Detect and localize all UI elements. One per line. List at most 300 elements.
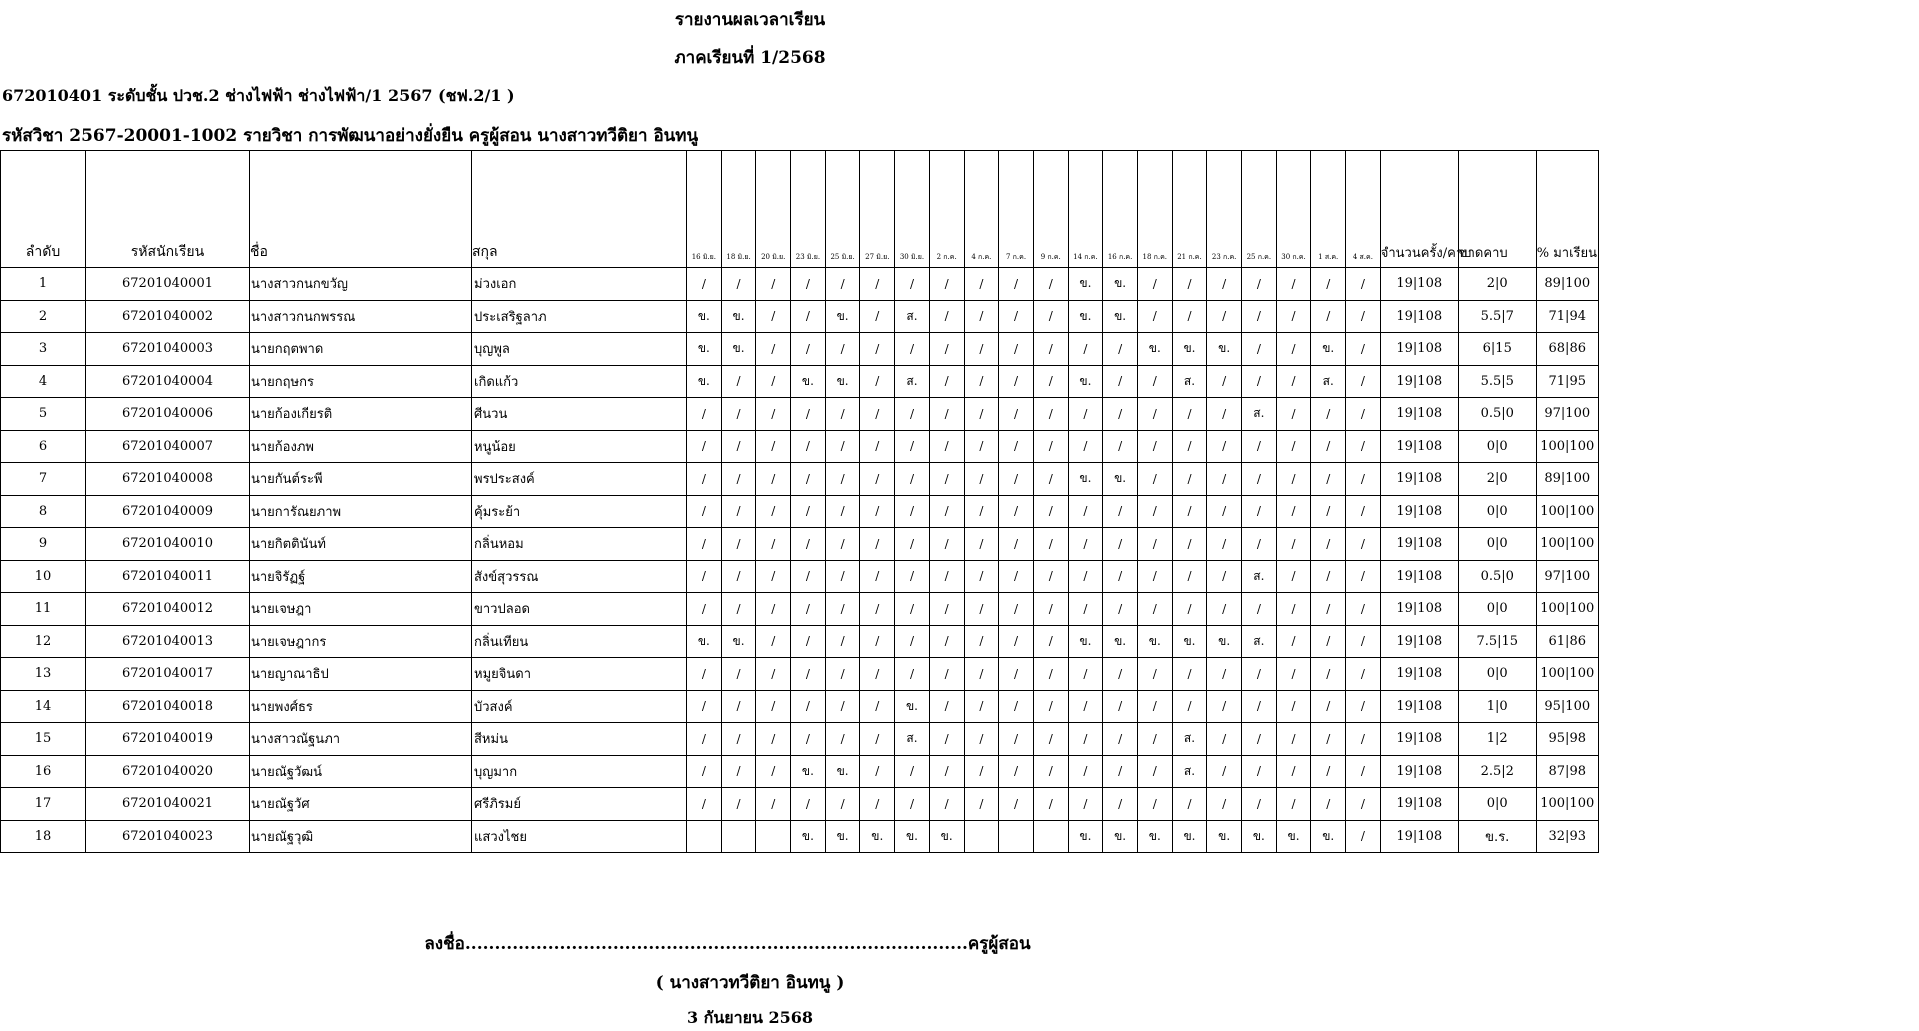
first-name: นางสาวกนกขวัญ (250, 268, 472, 301)
attendance-mark: / (1172, 560, 1207, 593)
attendance-mark: ข. (1137, 625, 1172, 658)
attendance-mark: / (1207, 755, 1242, 788)
attendance-mark: ส. (1172, 755, 1207, 788)
attendance-mark: / (1207, 690, 1242, 723)
row-number: 10 (1, 560, 86, 593)
attendance-mark: / (1346, 820, 1381, 853)
attendance-mark: / (895, 430, 930, 463)
attendance-mark: / (999, 625, 1034, 658)
attendance-mark: / (1311, 268, 1346, 301)
attendance-mark: / (1033, 463, 1068, 496)
attendance-mark: / (687, 658, 722, 691)
attendance-mark: / (1172, 463, 1207, 496)
table-row (1, 268, 1599, 301)
attendance-mark: / (1033, 723, 1068, 756)
attendance-mark: / (999, 528, 1034, 561)
attendance-mark: ข. (721, 333, 756, 366)
attendance-mark: / (1207, 300, 1242, 333)
attendance-mark: ข. (1103, 268, 1138, 301)
attendance-mark: / (860, 593, 895, 626)
attendance-mark: / (756, 495, 791, 528)
attendance-mark: ข. (1068, 625, 1103, 658)
attendance-mark: ส. (895, 723, 930, 756)
last-name: ประเสริฐลาภ (472, 300, 687, 333)
attendance-mark: / (964, 300, 999, 333)
course-info: รหัสวิชา 2567-20001-1002 รายวิชา การพัฒนาอย่างยั่งยืน ครูผู้สอน นางสาวทวีติยา อินทนู (2, 126, 699, 146)
student-id: 67201040018 (86, 690, 250, 723)
attendance-mark: / (756, 463, 791, 496)
first-name: นายพงศ์ธร (250, 690, 472, 723)
attendance-mark: ข. (1172, 333, 1207, 366)
attendance-mark: / (1068, 430, 1103, 463)
table-body (1, 268, 1599, 853)
attendance-mark: ข. (825, 755, 860, 788)
attendance-mark: ข. (1103, 625, 1138, 658)
attendance-mark: / (1276, 365, 1311, 398)
attendance-mark: / (1346, 788, 1381, 821)
attendance-mark: / (721, 755, 756, 788)
attendance-mark: / (791, 593, 826, 626)
attendance-mark: / (1103, 593, 1138, 626)
header-date: 27 มิ.ย. (860, 151, 895, 268)
last-name: กลิ่นเทียน (472, 625, 687, 658)
attendance-mark: / (860, 723, 895, 756)
attendance-mark: / (895, 593, 930, 626)
attendance-mark: / (1311, 398, 1346, 431)
attendance-percent: 89|100 (1536, 268, 1598, 301)
attendance-mark: ข. (1172, 625, 1207, 658)
attendance-mark: / (1242, 300, 1277, 333)
attendance-mark: / (964, 560, 999, 593)
attendance-mark: / (825, 625, 860, 658)
attendance-mark: / (999, 300, 1034, 333)
row-number: 14 (1, 690, 86, 723)
row-number: 9 (1, 528, 86, 561)
attendance-mark: / (1242, 755, 1277, 788)
attendance-mark: / (756, 625, 791, 658)
attendance-mark: / (1137, 560, 1172, 593)
attendance-mark: / (1137, 300, 1172, 333)
attendance-mark: / (721, 463, 756, 496)
total-sessions: 19|108 (1380, 820, 1458, 853)
attendance-mark: / (1103, 723, 1138, 756)
last-name: บุญพูล (472, 333, 687, 366)
total-sessions: 19|108 (1380, 333, 1458, 366)
report-title: รายงานผลเวลาเรียน (674, 10, 826, 30)
attendance-mark: / (999, 593, 1034, 626)
attendance-mark: / (1103, 365, 1138, 398)
attendance-mark: / (860, 365, 895, 398)
attendance-mark: / (999, 658, 1034, 691)
attendance-mark: / (860, 690, 895, 723)
absent-count: 0.5|0 (1458, 398, 1536, 431)
student-id: 67201040004 (86, 365, 250, 398)
first-name: นายเจษฎากร (250, 625, 472, 658)
absent-count: 0|0 (1458, 788, 1536, 821)
attendance-mark: / (1103, 658, 1138, 691)
attendance-mark: / (1276, 690, 1311, 723)
attendance-mark: / (1068, 495, 1103, 528)
attendance-mark: / (687, 690, 722, 723)
attendance-mark: / (999, 430, 1034, 463)
absent-count: 5.5|7 (1458, 300, 1536, 333)
attendance-mark: / (999, 365, 1034, 398)
attendance-mark: / (1103, 755, 1138, 788)
last-name: กลิ่นหอม (472, 528, 687, 561)
attendance-mark: / (964, 625, 999, 658)
last-name: เกิดแก้ว (472, 365, 687, 398)
table-row (1, 430, 1599, 463)
total-sessions: 19|108 (1380, 463, 1458, 496)
attendance-mark: / (895, 333, 930, 366)
attendance-mark: / (1137, 723, 1172, 756)
attendance-mark: / (1276, 593, 1311, 626)
attendance-mark: / (1172, 430, 1207, 463)
table-header-row (1, 151, 1599, 268)
last-name: สังข์สุวรรณ (472, 560, 687, 593)
attendance-mark: / (1311, 463, 1346, 496)
attendance-mark: / (791, 300, 826, 333)
attendance-mark: ข. (721, 625, 756, 658)
attendance-mark: / (721, 788, 756, 821)
attendance-percent: 100|100 (1536, 593, 1598, 626)
attendance-mark: ข. (1068, 268, 1103, 301)
attendance-mark: / (895, 755, 930, 788)
attendance-mark: / (1103, 528, 1138, 561)
header-date: 18 มิ.ย. (721, 151, 756, 268)
first-name: นางสาวณัฐนภา (250, 723, 472, 756)
first-name: นายญาณาธิป (250, 658, 472, 691)
attendance-percent: 97|100 (1536, 398, 1598, 431)
attendance-mark: / (1033, 268, 1068, 301)
attendance-mark: / (721, 398, 756, 431)
attendance-mark: / (1207, 268, 1242, 301)
attendance-mark: / (1207, 593, 1242, 626)
attendance-mark: / (721, 528, 756, 561)
first-name: นายการัณยภาพ (250, 495, 472, 528)
attendance-mark: / (1172, 690, 1207, 723)
attendance-mark: ส. (1242, 560, 1277, 593)
attendance-mark: / (1311, 593, 1346, 626)
attendance-mark: ข. (860, 820, 895, 853)
attendance-mark: ส. (895, 365, 930, 398)
header-date: 30 ก.ค. (1276, 151, 1311, 268)
attendance-percent: 32|93 (1536, 820, 1598, 853)
attendance-mark: / (860, 495, 895, 528)
attendance-mark: / (964, 723, 999, 756)
attendance-mark: ส. (1172, 723, 1207, 756)
attendance-mark: / (1276, 398, 1311, 431)
attendance-mark: / (1103, 398, 1138, 431)
attendance-mark: / (825, 430, 860, 463)
first-name: นายกฤตพาด (250, 333, 472, 366)
attendance-mark: / (860, 430, 895, 463)
attendance-mark: ข. (1276, 820, 1311, 853)
attendance-mark: / (1207, 398, 1242, 431)
attendance-mark: / (1311, 560, 1346, 593)
attendance-mark: / (860, 268, 895, 301)
last-name: ขาวปลอด (472, 593, 687, 626)
attendance-mark: / (1137, 398, 1172, 431)
row-number: 6 (1, 430, 86, 463)
attendance-mark: / (1207, 495, 1242, 528)
attendance-mark: / (1207, 723, 1242, 756)
table-row (1, 495, 1599, 528)
attendance-mark: / (1346, 593, 1381, 626)
attendance-mark: / (999, 333, 1034, 366)
header-last-name: สกุล (472, 151, 687, 268)
attendance-mark: / (1033, 755, 1068, 788)
attendance-mark: / (1311, 658, 1346, 691)
attendance-mark: / (1311, 430, 1346, 463)
attendance-mark: / (825, 658, 860, 691)
attendance-mark: / (791, 528, 826, 561)
attendance-mark: / (1346, 333, 1381, 366)
attendance-mark: / (1172, 593, 1207, 626)
total-sessions: 19|108 (1380, 658, 1458, 691)
attendance-mark: / (1276, 528, 1311, 561)
student-id: 67201040013 (86, 625, 250, 658)
first-name: นายก้องเกียรติ (250, 398, 472, 431)
attendance-mark: / (860, 658, 895, 691)
attendance-mark: / (1276, 268, 1311, 301)
attendance-mark: / (929, 658, 964, 691)
attendance-mark: / (687, 723, 722, 756)
attendance-mark: / (1242, 593, 1277, 626)
student-id: 67201040021 (86, 788, 250, 821)
absent-count: 0|0 (1458, 658, 1536, 691)
attendance-mark: / (929, 755, 964, 788)
attendance-mark: / (1346, 755, 1381, 788)
first-name: นายณัฐวัศ (250, 788, 472, 821)
attendance-mark: / (687, 755, 722, 788)
last-name: แสวงไชย (472, 820, 687, 853)
attendance-percent: 89|100 (1536, 463, 1598, 496)
attendance-mark: / (1172, 788, 1207, 821)
row-number: 11 (1, 593, 86, 626)
attendance-mark: / (1033, 300, 1068, 333)
attendance-mark: ส. (1242, 398, 1277, 431)
attendance-mark: / (791, 430, 826, 463)
attendance-mark: ข. (1172, 820, 1207, 853)
attendance-percent: 100|100 (1536, 495, 1598, 528)
attendance-mark: / (825, 528, 860, 561)
attendance-mark: ข. (1068, 300, 1103, 333)
student-id: 67201040020 (86, 755, 250, 788)
first-name: นางสาวกนกพรรณ (250, 300, 472, 333)
attendance-mark: / (1033, 690, 1068, 723)
attendance-mark: / (1242, 658, 1277, 691)
attendance-mark (687, 820, 722, 853)
attendance-mark: / (1137, 788, 1172, 821)
table-row (1, 820, 1599, 853)
attendance-mark: / (756, 788, 791, 821)
attendance-mark: / (964, 593, 999, 626)
first-name: นายก้องภพ (250, 430, 472, 463)
attendance-mark: / (1311, 755, 1346, 788)
attendance-mark: / (929, 495, 964, 528)
attendance-mark: ข. (791, 755, 826, 788)
total-sessions: 19|108 (1380, 398, 1458, 431)
attendance-mark: / (721, 365, 756, 398)
attendance-mark: ข. (1103, 820, 1138, 853)
table-row (1, 528, 1599, 561)
table-row (1, 690, 1599, 723)
attendance-mark: / (1033, 398, 1068, 431)
attendance-mark: / (1068, 398, 1103, 431)
attendance-mark: / (1207, 430, 1242, 463)
attendance-mark: / (1242, 723, 1277, 756)
attendance-mark: / (1207, 463, 1242, 496)
total-sessions: 19|108 (1380, 560, 1458, 593)
attendance-percent: 97|100 (1536, 560, 1598, 593)
attendance-mark: / (999, 788, 1034, 821)
attendance-mark: / (860, 755, 895, 788)
total-sessions: 19|108 (1380, 300, 1458, 333)
absent-count: 7.5|15 (1458, 625, 1536, 658)
attendance-mark: / (929, 300, 964, 333)
attendance-mark: / (687, 788, 722, 821)
attendance-mark: / (791, 658, 826, 691)
attendance-mark: / (999, 268, 1034, 301)
attendance-mark: / (721, 593, 756, 626)
student-id: 67201040010 (86, 528, 250, 561)
attendance-mark: / (1242, 365, 1277, 398)
attendance-mark: ข. (825, 365, 860, 398)
attendance-mark: / (791, 723, 826, 756)
attendance-mark: / (1068, 333, 1103, 366)
attendance-mark: / (825, 333, 860, 366)
attendance-mark: / (825, 560, 860, 593)
attendance-mark: ข. (791, 365, 826, 398)
student-id: 67201040006 (86, 398, 250, 431)
attendance-mark: / (1276, 560, 1311, 593)
attendance-mark: / (964, 268, 999, 301)
absent-count: 2|0 (1458, 463, 1536, 496)
absent-count: 1|2 (1458, 723, 1536, 756)
attendance-mark: / (860, 788, 895, 821)
attendance-mark: / (964, 398, 999, 431)
header-total: จำนวนครั้ง/คาบ (1380, 151, 1458, 268)
attendance-mark: / (1311, 495, 1346, 528)
attendance-mark: / (756, 755, 791, 788)
attendance-mark: / (999, 398, 1034, 431)
total-sessions: 19|108 (1380, 528, 1458, 561)
attendance-mark: / (1033, 593, 1068, 626)
attendance-mark: / (895, 658, 930, 691)
header-percent: % มาเรียน (1536, 151, 1598, 268)
attendance-mark: / (791, 268, 826, 301)
header-date: 23 ก.ค. (1207, 151, 1242, 268)
attendance-mark: / (1242, 690, 1277, 723)
attendance-mark: / (1276, 625, 1311, 658)
attendance-mark: / (756, 333, 791, 366)
header-date: 30 มิ.ย. (895, 151, 930, 268)
student-id: 67201040009 (86, 495, 250, 528)
absent-count: ข.ร. (1458, 820, 1536, 853)
row-number: 5 (1, 398, 86, 431)
attendance-mark: / (1346, 430, 1381, 463)
attendance-mark: / (1137, 268, 1172, 301)
table-row (1, 365, 1599, 398)
row-number: 4 (1, 365, 86, 398)
attendance-mark: / (1346, 560, 1381, 593)
table-row (1, 625, 1599, 658)
attendance-mark: / (1137, 495, 1172, 528)
row-number: 16 (1, 755, 86, 788)
attendance-mark: / (895, 268, 930, 301)
attendance-mark: / (1068, 690, 1103, 723)
attendance-mark: / (1103, 788, 1138, 821)
attendance-mark: / (1242, 333, 1277, 366)
total-sessions: 19|108 (1380, 788, 1458, 821)
attendance-mark: / (1033, 528, 1068, 561)
attendance-mark: ข. (1311, 820, 1346, 853)
first-name: นายกันต์ระพี (250, 463, 472, 496)
attendance-mark: / (1346, 658, 1381, 691)
attendance-mark: / (860, 300, 895, 333)
row-number: 17 (1, 788, 86, 821)
first-name: นายกิตตินันท์ (250, 528, 472, 561)
attendance-mark: / (721, 430, 756, 463)
attendance-mark: ข. (1311, 333, 1346, 366)
attendance-percent: 95|100 (1536, 690, 1598, 723)
attendance-mark: / (895, 463, 930, 496)
header-date: 2 ก.ค. (929, 151, 964, 268)
attendance-mark: / (791, 333, 826, 366)
attendance-mark: / (1242, 463, 1277, 496)
absent-count: 2|0 (1458, 268, 1536, 301)
attendance-mark: / (791, 495, 826, 528)
attendance-mark (999, 820, 1034, 853)
attendance-mark: / (756, 300, 791, 333)
attendance-mark: / (1172, 495, 1207, 528)
attendance-mark: / (1207, 560, 1242, 593)
attendance-mark: ข. (1068, 365, 1103, 398)
attendance-mark: / (1068, 593, 1103, 626)
attendance-mark: / (1172, 528, 1207, 561)
attendance-mark: / (929, 430, 964, 463)
attendance-mark: / (1137, 593, 1172, 626)
absent-count: 0|0 (1458, 495, 1536, 528)
attendance-mark (756, 820, 791, 853)
attendance-mark: / (929, 593, 964, 626)
student-id: 67201040007 (86, 430, 250, 463)
attendance-mark: / (895, 625, 930, 658)
last-name: หมูยจินดา (472, 658, 687, 691)
total-sessions: 19|108 (1380, 430, 1458, 463)
attendance-mark: / (895, 398, 930, 431)
attendance-mark: / (825, 463, 860, 496)
attendance-mark: / (860, 333, 895, 366)
semester-label: ภาคเรียนที่ 1/2568 (674, 48, 826, 68)
attendance-mark: / (1033, 625, 1068, 658)
first-name: นายเจษฎา (250, 593, 472, 626)
attendance-mark: / (791, 463, 826, 496)
attendance-mark: / (1242, 495, 1277, 528)
attendance-mark: / (1276, 755, 1311, 788)
last-name: บุญมาก (472, 755, 687, 788)
absent-count: 5.5|5 (1458, 365, 1536, 398)
attendance-mark: / (860, 463, 895, 496)
header-date: 4 ก.ค. (964, 151, 999, 268)
total-sessions: 19|108 (1380, 690, 1458, 723)
attendance-percent: 68|86 (1536, 333, 1598, 366)
attendance-mark: / (1033, 788, 1068, 821)
attendance-mark: / (1137, 690, 1172, 723)
attendance-mark: / (756, 528, 791, 561)
total-sessions: 19|108 (1380, 268, 1458, 301)
